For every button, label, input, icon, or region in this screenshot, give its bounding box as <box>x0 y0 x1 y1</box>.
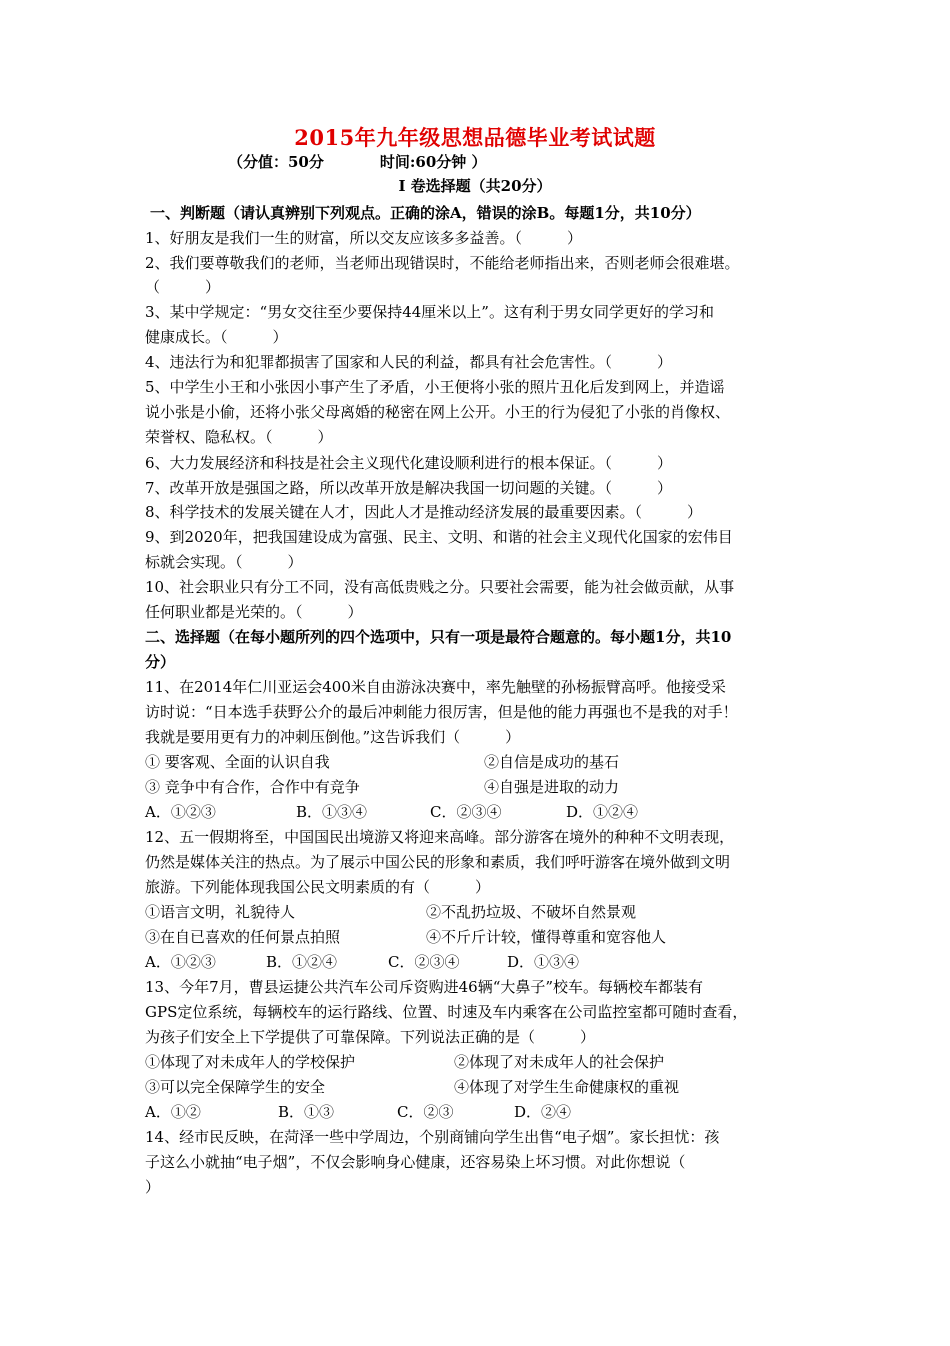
question-line: （ ） <box>145 278 221 296</box>
question-line: 3、某中学规定：“男女交往至少要保持44厘米以上”。这有利于男女同学更好的学习和 <box>145 303 714 321</box>
question-line: 健康成长。（ ） <box>145 328 288 346</box>
question-line: ） <box>145 1178 161 1196</box>
page-title: 2015年九年级思想品德毕业考试试题 <box>294 125 656 150</box>
question-line: 5、中学生小王和小张因小事产生了矛盾，小王便将小张的照片丑化后发到网上，并造谣 <box>145 378 725 396</box>
answer-choice: D．①②④ <box>566 803 639 821</box>
statement-item: ③可以完全保障学生的安全 <box>145 1078 326 1096</box>
question-line: 我就是要用更有力的冲刺压倒他。”这告诉我们（ ） <box>145 728 521 746</box>
question-line: GPS定位系统，每辆校车的运行路线、位置、时速及车内乘客在公司监控室都可随时查看， <box>145 1003 748 1021</box>
question-line: 9、到2020年，把我国建设成为富强、民主、文明、和谐的社会主义现代化国家的宏伟目 <box>145 528 733 546</box>
statement-item: ④不斤斤计较，懂得尊重和宽容他人 <box>426 928 667 946</box>
question-line: 10、社会职业只有分工不同，没有高低贵贱之分。只要社会需要，能为社会做贡献，从事 <box>145 578 735 596</box>
score-info: （分值：50分 <box>228 153 324 171</box>
statement-item: ①体现了对未成年人的学校保护 <box>145 1053 356 1071</box>
section-heading-choice: 二、选择题（在每小题所列的四个选项中，只有一项是最符合题意的。每小题1分，共10 <box>145 628 732 646</box>
statement-item: ②不乱扔垃圾、不破坏自然景观 <box>426 903 637 921</box>
question-line: 说小张是小偷，还将小张父母离婚的秘密在网上公开。小王的行为侵犯了小张的肖像权、 <box>145 403 731 421</box>
question-line: 4、违法行为和犯罪都损害了国家和人民的利益，都具有社会危害性。（ ） <box>145 353 673 371</box>
question-line: 荣誉权、隐私权。（ ） <box>145 428 333 446</box>
question-line: 任何职业都是光荣的。（ ） <box>145 603 363 621</box>
statement-item: ①语言文明，礼貌待人 <box>145 903 296 921</box>
answer-choice: D．①③④ <box>507 953 580 971</box>
question-line: 14、经市民反映，在菏泽一些中学周边，个别商铺向学生出售“电子烟”。家长担忧：孩 <box>145 1128 720 1146</box>
question-line: 标就会实现。（ ） <box>145 553 303 571</box>
statement-item: ④自强是进取的动力 <box>484 778 620 796</box>
statement-item: ③ 竞争中有合作，合作中有竞争 <box>145 778 360 796</box>
answer-choice: C．②③④ <box>388 953 460 971</box>
question-line: 7、改革开放是强国之路，所以改革开放是解决我国一切问题的关键。（ ） <box>145 479 673 497</box>
section-heading-choice-cont: 分） <box>145 653 176 671</box>
statement-item: ④体现了对学生生命健康权的重视 <box>454 1078 680 1096</box>
answer-choice: B．①③ <box>278 1103 335 1121</box>
answer-choice: C．②③ <box>397 1103 454 1121</box>
time-info: 时间:60分钟 ） <box>379 153 487 171</box>
answer-choice: A．①②③ <box>145 953 216 971</box>
question-line: 访时说：“日本选手获野公介的最后冲刺能力很厉害，但是他的能力再强也不是我的对手！ <box>145 703 738 721</box>
statement-item: ① 要客观、全面的认识自我 <box>145 753 330 771</box>
answer-choice: D．②④ <box>514 1103 572 1121</box>
question-line: 6、大力发展经济和科技是社会主义现代化建设顺利进行的根本保证。（ ） <box>145 454 673 472</box>
answer-choice: B．①③④ <box>296 803 368 821</box>
statement-item: ③在自已喜欢的任何景点拍照 <box>145 928 341 946</box>
question-line: 旅游。下列能体现我国公民文明素质的有（ ） <box>145 878 491 896</box>
question-line: 12、五一假期将至，中国国民出境游又将迎来高峰。部分游客在境外的种种不文明表现， <box>145 828 735 846</box>
question-line: 1、好朋友是我们一生的财富，所以交友应该多多益善。（ ） <box>145 229 583 247</box>
answer-choice: A．①②③ <box>145 803 216 821</box>
exam-info <box>228 151 487 172</box>
section-heading-judgement: 一、判断题（请认真辨别下列观点。正确的涂A，错误的涂B。每题1分，共10分） <box>150 204 701 222</box>
question-line: 11、在2014年仁川亚运会400米自由游泳决赛中，率先触壁的孙杨振臂高呼。他接受采 <box>145 678 726 696</box>
answer-choice: C．②③④ <box>430 803 502 821</box>
statement-item: ②体现了对未成年人的社会保护 <box>454 1053 665 1071</box>
question-line: 子这么小就抽“电子烟”，不仅会影响身心健康，还容易染上坏习惯。对此你想说（ <box>145 1153 686 1171</box>
question-line: 13、今年7月，曹县运捷公共汽车公司斥资购进46辆“大鼻子”校车。每辆校车都装有 <box>145 978 704 996</box>
part-heading: Ⅰ 卷选择题（共20分） <box>398 177 552 195</box>
question-line: 为孩子们安全上下学提供了可靠保障。下列说法正确的是（ ） <box>145 1028 596 1046</box>
answer-choice: A．①② <box>145 1103 201 1121</box>
question-line: 8、科学技术的发展关键在人才，因此人才是推动经济发展的最重要因素。（ ） <box>145 503 703 521</box>
answer-choice: B．①②④ <box>266 953 338 971</box>
statement-item: ②自信是成功的基石 <box>484 753 620 771</box>
question-line: 2、我们要尊敬我们的老师，当老师出现错误时，不能给老师指出来，否则老师会很难堪。 <box>145 254 740 272</box>
question-line: 仍然是媒体关注的热点。为了展示中国公民的形象和素质，我们呼吁游客在境外做到文明 <box>145 853 731 871</box>
